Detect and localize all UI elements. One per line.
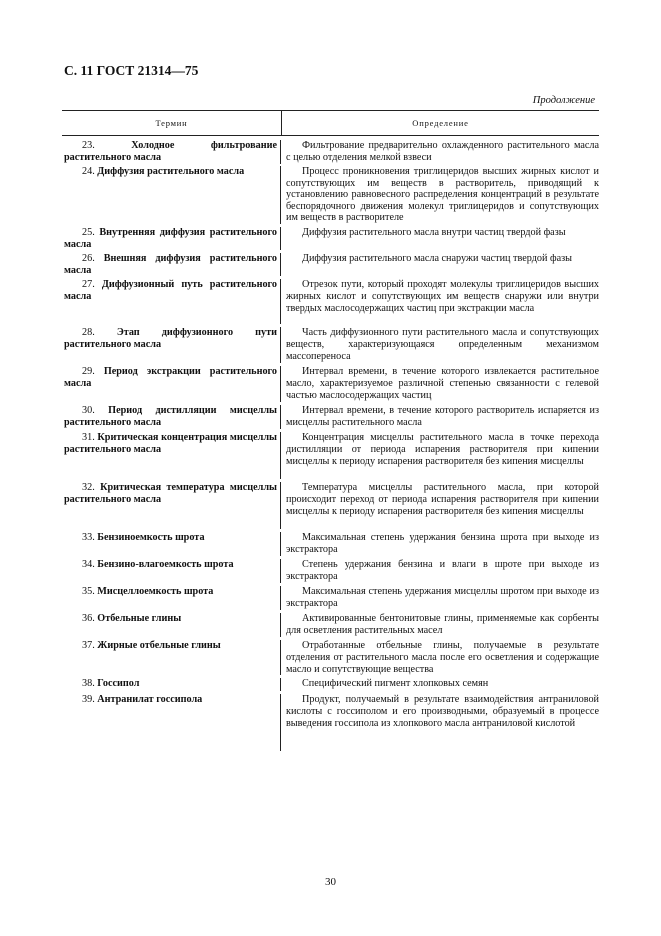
definition-text: Продукт, получаемый в результате взаимодействия антраниловой кислоты с госсиполом и его производными, образуемый в процессе выведения госсипола из хлопкового масла антраниловой кислотой: [286, 694, 599, 729]
term-name: Период экстракции растительного масла: [64, 366, 278, 389]
definition-cell: [281, 613, 599, 637]
definition-text: Процесс проникновения триглицеридов высших жирных кислот и сопутствующих им веществ в растворитель, приводящий к установлению равновесного распределения концентраций в результате беспорядочного движения молекул триглицеридов и сопутствующих им веществ в растворителе: [286, 166, 599, 224]
term-number: 24.: [82, 166, 95, 177]
term-name: Жирные отбельные глины: [97, 640, 221, 652]
term-cell: [62, 279, 281, 324]
definition-text: Специфический пигмент хлопковых семян: [302, 678, 489, 690]
term-number: 34.: [82, 559, 95, 571]
term-name: Антранилат госсипола: [97, 694, 203, 706]
continuation-label: Продолжение: [532, 95, 595, 106]
table-row: [62, 136, 599, 164]
table-row: [62, 583, 599, 610]
term-number: 29.: [82, 366, 95, 378]
term-cell: [62, 405, 281, 429]
table-row: [62, 363, 599, 402]
definition-text: Максимальная степень удержания мисцеллы шротом при выходе из экстрактора: [286, 586, 599, 609]
term-number: 39.: [82, 694, 95, 706]
term-cell: [62, 327, 281, 363]
term-number: 33.: [82, 532, 95, 544]
term-cell-empty: [62, 729, 281, 751]
term-number: 27.: [82, 279, 95, 291]
definition-text: Отрезок пути, который проходят молекулы триглицеридов высших жирных кислот и сопутствующих им веществ снаружи или внутри твердых маслосодержащих частиц при экстракции масла: [286, 279, 599, 314]
term-number: 28.: [82, 327, 95, 339]
table-header: [62, 110, 599, 136]
table-row: [62, 429, 599, 479]
definition-cell: [281, 694, 599, 729]
term-number: 30.: [82, 405, 95, 417]
term-name: Холодное фильтрование растительного масла: [64, 140, 278, 163]
definition-cell: [281, 166, 599, 224]
term-number: 23.: [82, 140, 95, 151]
term-cell: [62, 166, 281, 224]
table-row: [62, 250, 599, 276]
term-cell: [62, 678, 281, 691]
term-number: 38.: [82, 678, 95, 690]
definition-cell: [281, 559, 599, 583]
table-row: [62, 675, 599, 691]
term-cell: [62, 253, 281, 276]
term-name: Этап диффузионного пути растительного масла: [64, 327, 277, 350]
term-name: Диффузия растительного масла: [97, 166, 245, 177]
definition-cell: [281, 140, 599, 164]
table-row: [62, 691, 599, 729]
definition-text: Концентрация мисцеллы растительного масла в точке перехода дистилляции от периода испарения растворителя при кипении мисцеллы к периоду испарения растворителя без кипения мисцеллы: [286, 432, 599, 467]
table-row: [62, 402, 599, 429]
definition-text: Степень удержания бензина и влаги в шроте при выходе из экстрактора: [286, 559, 599, 582]
term-name: Внешняя диффузия растительного масла: [64, 253, 277, 276]
definition-text: Температура мисцеллы растительного масла, при которой происходит переход от периода испарения растворителя при кипении мисцеллы к периоду испарения растворителя без кипения мисцеллы: [286, 482, 599, 517]
definition-cell: [281, 227, 599, 250]
term-cell: [62, 140, 281, 164]
table-row: [62, 637, 599, 675]
definition-cell: [281, 482, 599, 529]
term-name: Госсипол: [97, 678, 140, 690]
term-number: 36.: [82, 613, 95, 625]
term-cell: [62, 559, 281, 583]
definition-text: Интервал времени, в течение которого извлекается растительное масло, характеризуемое различной степенью связанности с гелевой частью маслосодержащих частиц: [286, 366, 599, 401]
term-number: 32.: [82, 482, 95, 494]
definition-text: Диффузия растительного масла внутри частиц твердой фазы: [302, 226, 566, 238]
term-number: 25.: [82, 226, 95, 238]
definition-text: Часть диффузионного пути растительного масла и сопутствующих веществ, характеризующаяся определенным механизмом массопереноса: [286, 327, 599, 362]
term-cell: [62, 694, 281, 729]
term-cell: [62, 227, 281, 250]
definition-text: Отработанные отбельные глины, получаемые в результате отделения от растительного масла после его осветления и содержащие масло и сопутствующие вещества: [286, 640, 599, 675]
table-row: [62, 224, 599, 250]
terms-table: [62, 110, 599, 751]
definition-cell: [281, 253, 599, 276]
page-number: 30: [325, 876, 336, 888]
term-number: 26.: [82, 253, 95, 265]
term-cell: [62, 482, 281, 529]
term-name: Бензино-влагоемкость шрота: [97, 559, 234, 571]
term-name: Критическая концентрация мисцеллы растительного масла: [64, 432, 277, 455]
table-row: [62, 324, 599, 363]
definition-cell: [281, 432, 599, 479]
term-cell: [62, 366, 281, 402]
term-name: Мисцеллоемкость шрота: [97, 586, 214, 598]
definition-cell: [281, 327, 599, 363]
table-row: [62, 610, 599, 637]
term-number: 35.: [82, 586, 95, 598]
column-header-term: Термин: [62, 111, 282, 135]
table-body: [62, 136, 599, 751]
definition-text: Активированные бентонитовые глины, применяемые как сорбенты для осветления растительных масел: [286, 613, 599, 636]
term-cell: [62, 432, 281, 479]
term-name: Отбельные глины: [97, 613, 182, 625]
document-header: С. 11 ГОСТ 21314—75: [64, 63, 199, 78]
term-cell: [62, 586, 281, 610]
definition-cell: [281, 366, 599, 402]
column-header-definition: Определение: [412, 118, 469, 128]
term-number: 31.: [82, 432, 95, 444]
definition-cell: [281, 532, 599, 556]
term-name: Период дистилляции мисцеллы растительного масла: [64, 405, 278, 428]
table-row: [62, 164, 599, 224]
definition-cell: [281, 678, 599, 691]
term-cell: [62, 640, 281, 675]
definition-text: Интервал времени, в течение которого растворитель испаряется из мисцеллы растительного масла: [286, 405, 599, 428]
definition-cell: [281, 405, 599, 429]
term-name: Критическая температура мисцеллы растительного масла: [64, 482, 278, 505]
term-name: Бензиноемкость шрота: [97, 532, 205, 544]
term-name: Внутренняя диффузия растительного масла: [64, 226, 277, 250]
definition-text: Фильтрование предварительно охлажденного растительного масла с целью отделения мелкой взвеси: [286, 140, 599, 163]
definition-cell: [281, 586, 599, 610]
table-row: [62, 276, 599, 324]
term-cell: [62, 613, 281, 637]
term-number: 37.: [82, 640, 95, 652]
definition-text: Максимальная степень удержания бензина шрота при выходе из экстрактора: [286, 532, 599, 555]
table-row: [62, 529, 599, 556]
table-tail: [62, 729, 599, 751]
term-name: Диффузионный путь растительного масла: [64, 279, 277, 302]
definition-cell: [281, 640, 599, 675]
definition-text: Диффузия растительного масла снаружи частиц твердой фазы: [302, 253, 572, 265]
table-row: [62, 556, 599, 583]
table-row: [62, 479, 599, 529]
definition-cell: [281, 279, 599, 324]
term-cell: [62, 532, 281, 556]
